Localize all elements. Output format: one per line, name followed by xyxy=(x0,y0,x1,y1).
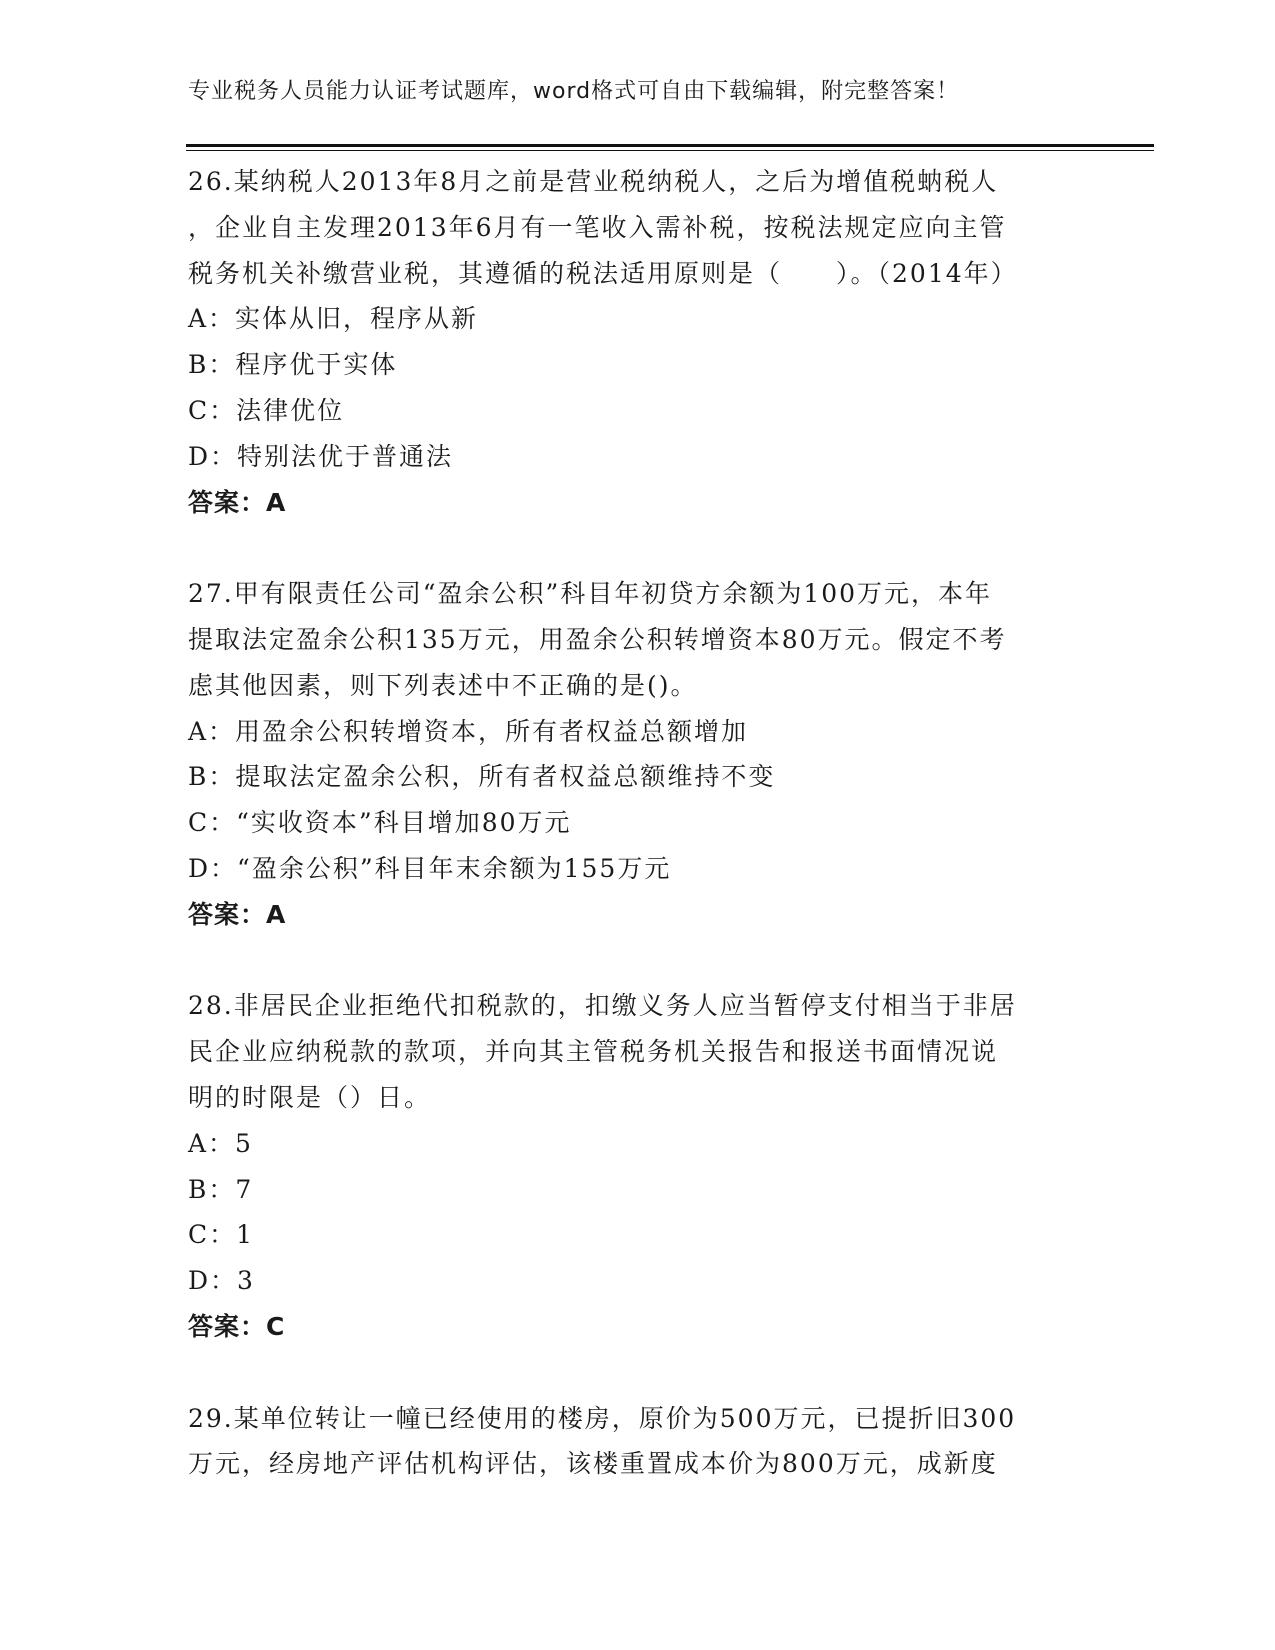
question-list xyxy=(188,159,1088,1487)
option-d: D：3 xyxy=(188,1266,255,1296)
page-header: 专业税务人员能力认证考试题库，word格式可自由下载编辑，附完整答案！ xyxy=(188,79,960,104)
answer-label: 答案：A xyxy=(188,899,287,929)
answer-label: 答案：A xyxy=(188,487,287,517)
question-stem-line: 万元，经房地产评估机构评估，该楼重置成本价为800万元，成新度 xyxy=(188,1449,998,1479)
option-d: D：特别法优于普通法 xyxy=(188,441,454,471)
question-stem-line: 26.某纳税人2013年8月之前是营业税纳税人，之后为增值税蚋税人 xyxy=(188,167,999,196)
question-stem-line: 提取法定盈余公积135万元，用盈余公积转增资本80万元。假定不考 xyxy=(188,624,1007,654)
question-spacer xyxy=(188,938,1088,984)
option-c: C：“实收资本”科目增加80万元 xyxy=(188,808,572,838)
question-27 xyxy=(188,571,1088,937)
question-spacer xyxy=(188,1350,1088,1396)
option-b: B：提取法定盈余公积，所有者权益总额维持不变 xyxy=(188,762,776,792)
header-rule-thin xyxy=(186,150,1154,151)
option-a: A：实体从旧，程序从新 xyxy=(188,304,479,334)
header-rule-thick xyxy=(186,144,1154,147)
question-26 xyxy=(188,159,1088,525)
question-stem-line: 税务机关补缴营业税，其遵循的税法适用原则是（ ）。（2014年） xyxy=(188,258,1018,288)
option-c: C：1 xyxy=(188,1220,255,1250)
question-stem-line: 民企业应纳税款的款项，并向其主管税务机关报告和报送书面情况说 xyxy=(188,1037,999,1067)
question-stem-line: 虑其他因素，则下列表述中不正确的是()。 xyxy=(188,670,698,700)
question-28 xyxy=(188,983,1088,1349)
option-a: A：用盈余公积转增资本，所有者权益总额增加 xyxy=(188,716,749,746)
option-b: B：7 xyxy=(188,1174,254,1204)
option-b: B：程序优于实体 xyxy=(188,350,398,380)
option-a: A：5 xyxy=(188,1128,253,1158)
question-spacer xyxy=(188,525,1088,571)
question-stem-line: 27.甲有限责任公司“盈余公积”科目年初贷方余额为100万元，本年 xyxy=(188,579,993,609)
question-29 xyxy=(188,1396,1088,1488)
option-c: C：法律优位 xyxy=(188,395,345,425)
question-stem-line: ，企业自主发理2013年6月有一笔收入需补税，按税法规定应向主管 xyxy=(188,212,1007,242)
question-stem-line: 28.非居民企业拒绝代扣税款的，扣缴义务人应当暂停支付相当于非居 xyxy=(188,991,1017,1021)
answer-label: 答案：C xyxy=(188,1311,286,1341)
question-stem-line: 明的时限是（）日。 xyxy=(188,1082,432,1112)
question-stem-line: 29.某单位转让一幢已经使用的楼房，原价为500万元，已提折旧300 xyxy=(188,1403,1017,1433)
option-d: D：“盈余公积”科目年末余额为155万元 xyxy=(188,853,672,883)
